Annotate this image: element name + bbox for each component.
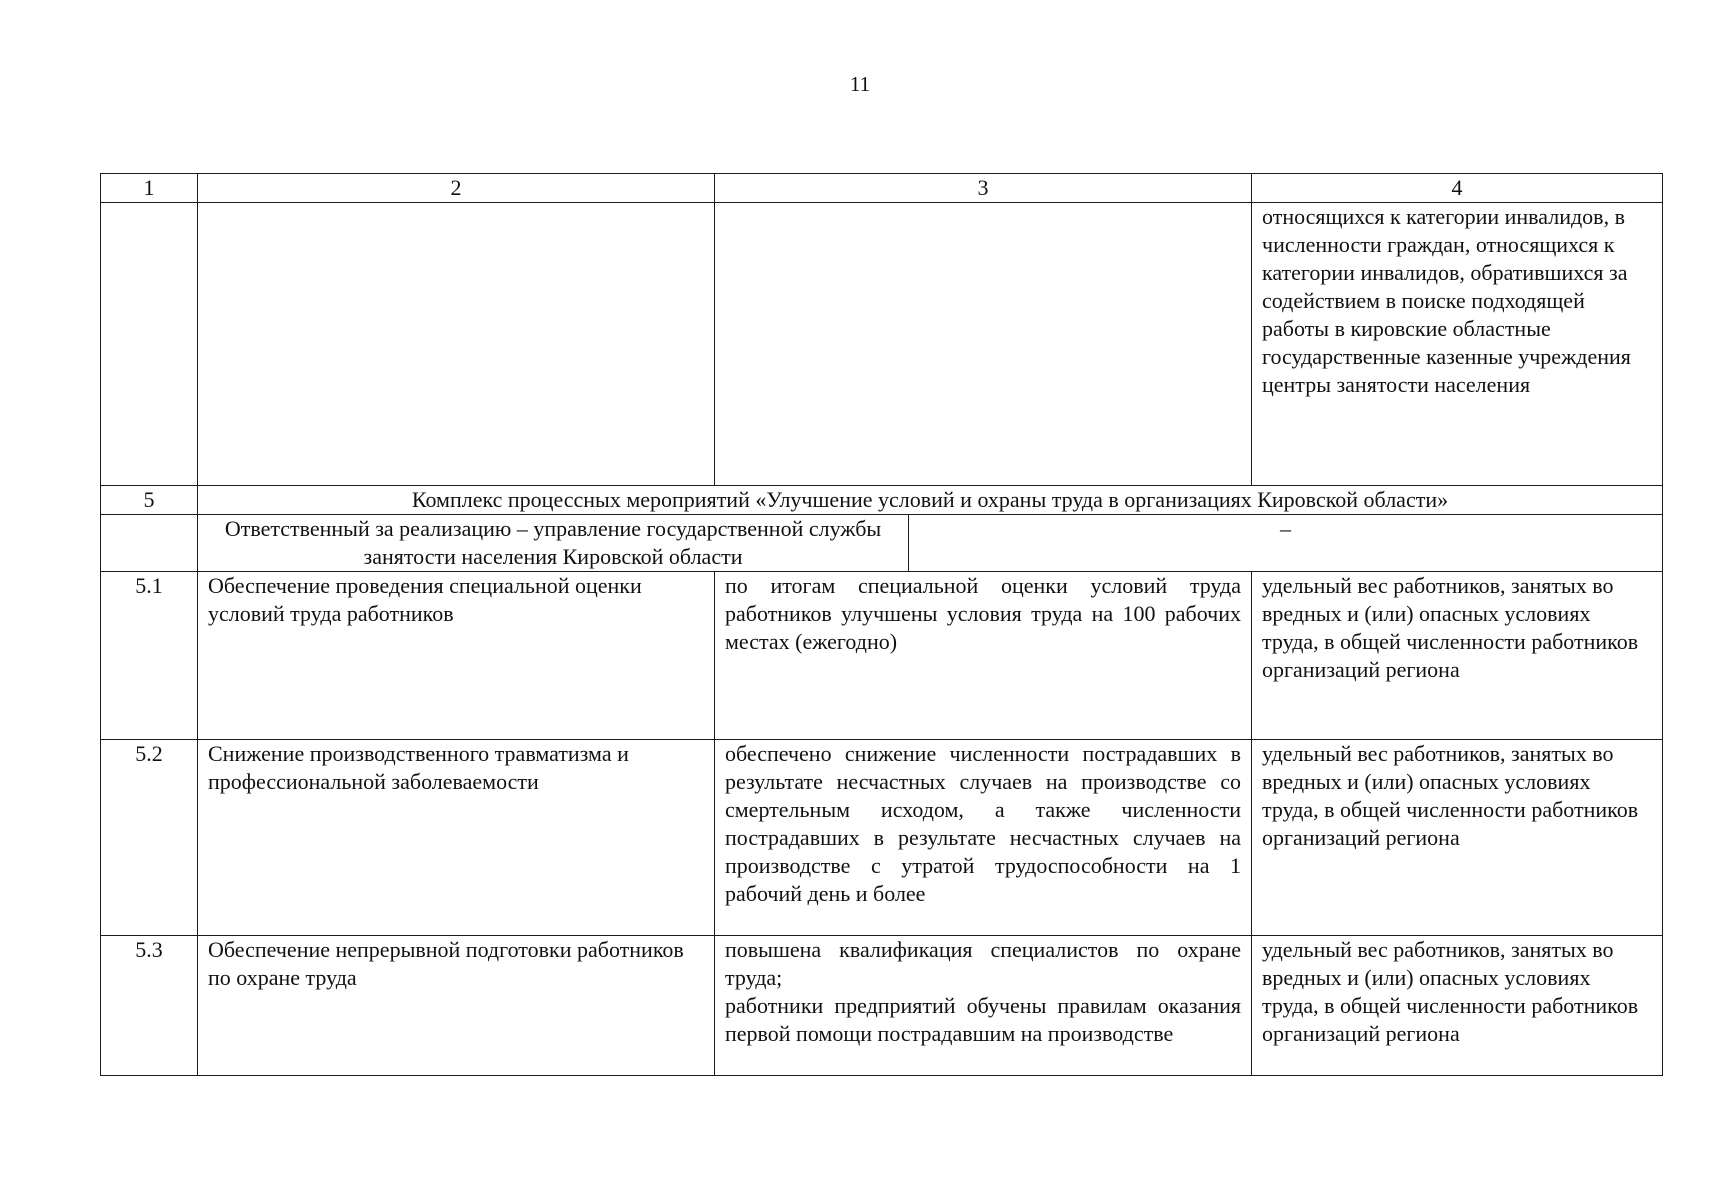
continuation-result bbox=[715, 203, 1252, 486]
table-row bbox=[101, 572, 1663, 740]
row-result bbox=[715, 936, 1252, 1076]
continuation-num bbox=[101, 203, 198, 486]
section-title-row bbox=[101, 486, 1663, 515]
row-indicator: удельный вес работников, занятых во вредных и (или) опасных условиях труда, в общей численности работников организаций региона bbox=[1252, 740, 1663, 936]
row-task: Обеспечение проведения специальной оценки условий труда работников bbox=[198, 572, 715, 740]
column-header-4: 4 bbox=[1252, 174, 1663, 203]
responsible-text: Ответственный за реализацию – управление государственной службы занятости населения Кировской области bbox=[198, 515, 909, 571]
row-task: Снижение производственного травматизма и профессиональной заболеваемости bbox=[198, 740, 715, 936]
row-result-line-1: повышена квалификация специалистов по охране труда; bbox=[725, 937, 1241, 990]
responsible-num-empty bbox=[101, 515, 198, 572]
column-header-3: 3 bbox=[715, 174, 1252, 203]
row-result: обеспечено снижение численности пострадавших в результате несчастных случаев на производстве со смертельным исходом, а также численности пострадавших в результате несчастных случаев на производстве с утратой трудоспособности на 1 рабочий день и более bbox=[715, 740, 1252, 936]
continuation-row bbox=[101, 203, 1663, 486]
row-number: 5.2 bbox=[101, 740, 198, 936]
responsible-cell bbox=[198, 515, 1663, 572]
continuation-task bbox=[198, 203, 715, 486]
table-row bbox=[101, 936, 1663, 1076]
responsible-row bbox=[101, 515, 1663, 572]
row-result: по итогам специальной оценки условий труда работников улучшены условия труда на 100 рабочих местах (ежегодно) bbox=[715, 572, 1252, 740]
row-indicator: удельный вес работников, занятых во вредных и (или) опасных условиях труда, в общей численности работников организаций региона bbox=[1252, 936, 1663, 1076]
program-table bbox=[100, 173, 1663, 1076]
column-number-row bbox=[101, 174, 1663, 203]
responsible-value: – bbox=[1280, 516, 1291, 541]
row-number: 5.1 bbox=[101, 572, 198, 740]
page-number: 11 bbox=[849, 72, 871, 96]
row-number: 5.3 bbox=[101, 936, 198, 1076]
section-title: Комплекс процессных мероприятий «Улучшение условий и охраны труда в организациях Кировской области» bbox=[198, 486, 1663, 515]
column-header-1: 1 bbox=[101, 174, 198, 203]
column-header-2: 2 bbox=[198, 174, 715, 203]
section-number: 5 bbox=[101, 486, 198, 515]
row-task: Обеспечение непрерывной подготовки работников по охране труда bbox=[198, 936, 715, 1076]
row-result-line-2: работники предприятий обучены правилам оказания первой помощи пострадавшим на производстве bbox=[725, 993, 1241, 1046]
table-row bbox=[101, 740, 1663, 936]
row-indicator: удельный вес работников, занятых во вредных и (или) опасных условиях труда, в общей численности работников организаций региона bbox=[1252, 572, 1663, 740]
continuation-indicator: относящихся к категории инвалидов, в численности граждан, относящихся к категории инвалидов, обратившихся за содействием в поиске подходящей работы в кировские областные государственные казенные учреждения центры занятости населения bbox=[1252, 203, 1663, 486]
